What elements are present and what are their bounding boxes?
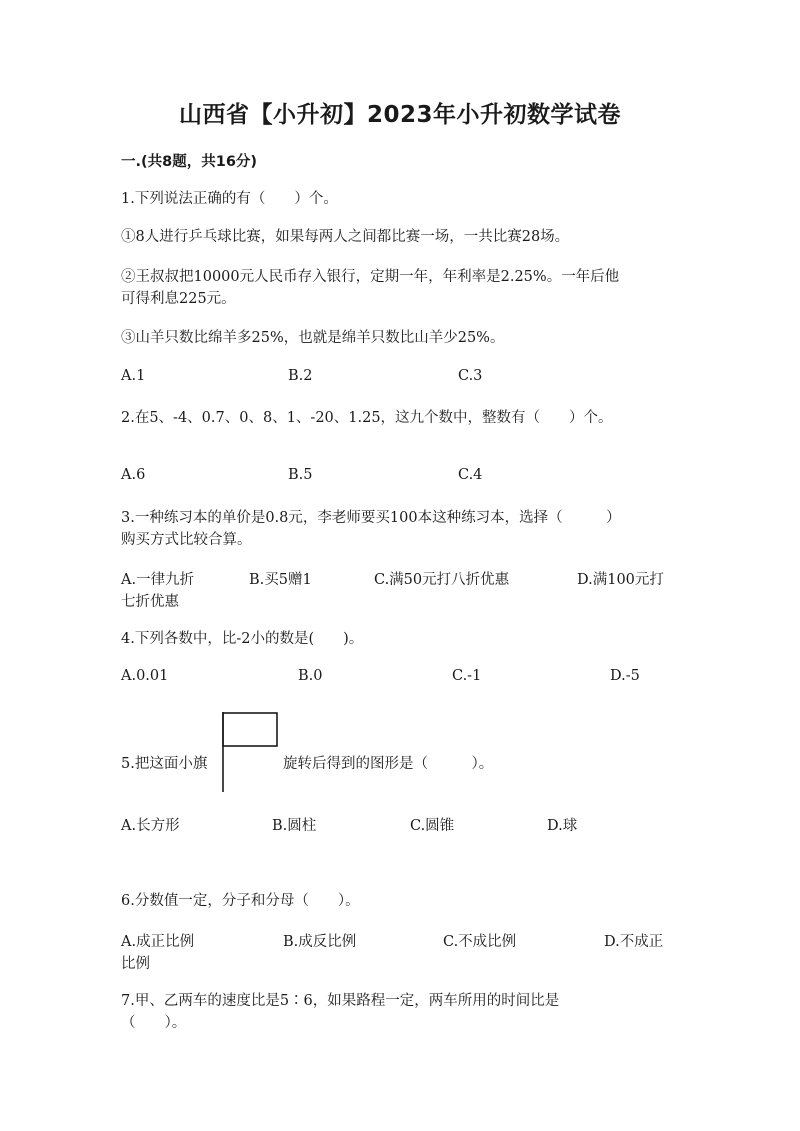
question-4-option-d: D.-5 xyxy=(610,668,640,684)
question-6-option-b: B.成反比例 xyxy=(283,934,357,950)
question-4-option-a: A.0.01 xyxy=(121,668,169,684)
question-5-option-b: B.圆柱 xyxy=(272,818,317,834)
question-5-option-a: A.长方形 xyxy=(121,818,180,834)
question-1-statement-3: ③山羊只数比绵羊多25%，也就是绵羊只数比山羊少25%。 xyxy=(121,330,505,346)
question-3-stem: 3.一种练习本的单价是0.8元，李老师要买100本这种练习本，选择（ ） xyxy=(121,510,621,526)
question-6-option-d-cont: 比例 xyxy=(121,956,150,972)
question-6-option-c: C.不成比例 xyxy=(443,934,517,950)
page-title: 山西省【小升初】2023年小升初数学试卷 xyxy=(178,102,621,128)
question-3-option-d-cont: 七折优惠 xyxy=(121,594,179,610)
question-1-stem: 1.下列说法正确的有（ ）个。 xyxy=(121,191,338,207)
question-5-stem-cont: 旋转后得到的图形是（ ）。 xyxy=(283,756,494,772)
question-6-stem: 6.分数值一定，分子和分母（ ）。 xyxy=(121,893,360,909)
question-1-option-b: B.2 xyxy=(288,368,313,384)
question-4-option-c: C.-1 xyxy=(452,668,482,684)
flag-figure xyxy=(222,712,278,792)
question-3-option-a: A.一律九折 xyxy=(121,572,195,588)
question-7-stem: 7.甲、乙两车的速度比是5∶6，如果路程一定，两车所用的时间比是 xyxy=(121,993,560,1009)
question-2-option-a: A.6 xyxy=(121,467,146,483)
question-4-stem: 4.下列各数中，比-2小的数是( )。 xyxy=(121,631,364,647)
question-2-option-b: B.5 xyxy=(288,467,313,483)
question-6-option-d: D.不成正 xyxy=(604,934,664,950)
question-5-stem: 5.把这面小旗 xyxy=(121,756,208,772)
question-2-stem: 2.在5、-4、0.7、0、8、1、-20、1.25，这九个数中，整数有（ ）个。 xyxy=(121,410,613,426)
question-1-option-c: C.3 xyxy=(458,368,483,384)
question-4-option-b: B.0 xyxy=(298,668,323,684)
section-heading: 一.(共8题，共16分) xyxy=(121,154,258,170)
question-3-option-d: D.满100元打 xyxy=(577,572,664,588)
question-7-stem-cont: （ ）。 xyxy=(121,1015,187,1031)
question-5-option-d: D.球 xyxy=(547,818,578,834)
question-3-stem-cont: 购买方式比较合算。 xyxy=(121,532,252,548)
question-3-option-c: C.满50元打八折优惠 xyxy=(374,572,510,588)
question-1-option-a: A.1 xyxy=(121,368,146,384)
question-6-option-a: A.成正比例 xyxy=(121,934,195,950)
question-1-statement-2: ②王叔叔把10000元人民币存入银行，定期一年，年利率是2.25%。一年后他 xyxy=(121,269,620,285)
question-1-statement-2-cont: 可得利息225元。 xyxy=(121,291,236,307)
question-3-option-b: B.买5赠1 xyxy=(249,572,312,588)
question-1-statement-1: ①8人进行乒乓球比赛，如果每两人之间都比赛一场，一共比赛28场。 xyxy=(121,229,570,245)
question-5-option-c: C.圆锥 xyxy=(410,818,455,834)
question-2-option-c: C.4 xyxy=(458,467,483,483)
